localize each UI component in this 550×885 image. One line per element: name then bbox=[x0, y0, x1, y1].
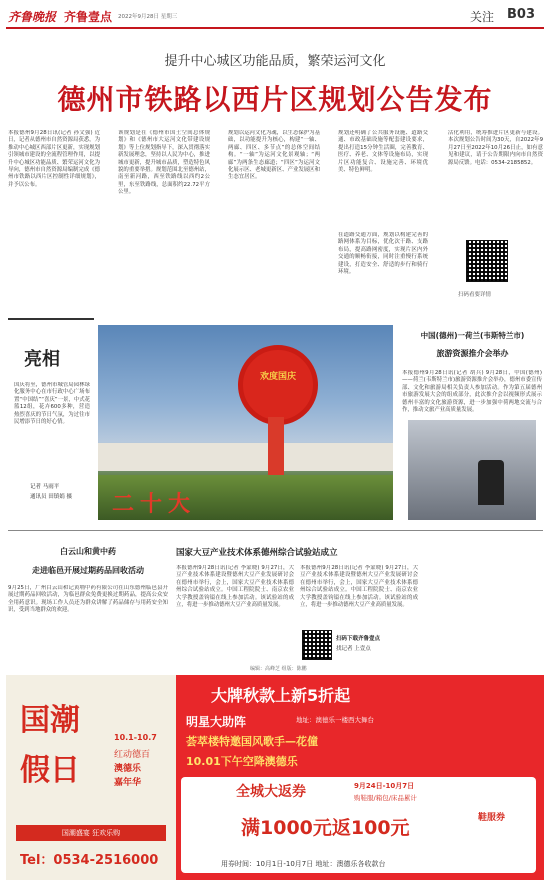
flower-banner: 二十大 bbox=[112, 492, 197, 517]
person-silhouette bbox=[478, 460, 504, 505]
qr-app-caption-1: 扫码下载齐鲁壹点 bbox=[336, 636, 381, 642]
article-col-1: 本报德州9月28日讯(记者 孙文强) 近日，记者从德州市自然资源局获悉，为推动中心城区西部片区更新，实现规划引领城市建设的全流程管理作用，以提升中心城区功能品质、繁荣运河文化为导向，德州市自然资源局编制完成《德州市铁路以西片区控制性详细规划》，并予以公布。 bbox=[8, 130, 100, 188]
mid2-text-a: 本报德州9月28日讯(记者 李蒙晓) 9月27日，大豆产业技术体系建设暨德州大豆产业发展研讨会在德州市举行，会上，国家大豆产业技术体系德州综合试验站成立。中国工程院院士、南京农业大学教授盖钧镒在线上参加活动。该试验站的成立，将进一步推动德州大豆产业高质量发展。 bbox=[176, 565, 294, 609]
article-col-2: 该规划是在《德州市国土空间总体规划》和《德州市大运河文化带建设规划》等上位规划指导下，深入贯彻落实新发展理念，坚持以人民为中心，推进城市更新，提升城市品质，塑造特色风貌的重要举措。规划范围北至德州站，南至新河路，西至铁路线以西约2公里，东至铁路线，总面积约22.72平方公里。 bbox=[118, 130, 210, 196]
rcol-photo bbox=[408, 420, 536, 520]
ad-return-title: 全城大返券 bbox=[236, 784, 306, 800]
left2-title-1: 白云山和黄中药 bbox=[60, 547, 116, 556]
left2-text: 9月25日，广州白云山和记黄埔中药有限公司在山东德州临邑县开展过期药品回收活动，为临邑群众免费更换过期药品，提高公众安全用药意识。现场工作人员还为群众讲解了药品储存与用药安全知识，受到当地群众的欢迎。 bbox=[8, 585, 168, 614]
rcol-text: 本报德州9月28日讯(记者 胡兵) 9月28日，中国(德州)——荷兰(韦斯特兰市)旅游资源推介会举办，德州市委宣传部、文化和旅游局相关负责人参加活动。作为第五届德州市旅游发展大会的组成部分，此次推介会以视频形式展示德州丰富的文化旅游资源，进一步加强中荷两地交流与合作，推动文旅产业高质量发展。 bbox=[402, 370, 542, 414]
photo-byline-1: 记者 马雨平 bbox=[30, 484, 60, 490]
qr-app-caption-2: 找记者 上壹点 bbox=[336, 646, 371, 652]
rcol-subtitle: 旅游资源推介会举办 bbox=[436, 349, 509, 358]
ad-time: 用券时间：10月1日-10月7日 地址：澳德乐各收款台 bbox=[221, 860, 386, 868]
issue-date: 2022年9月28日 星期三 bbox=[118, 14, 178, 20]
header-rule bbox=[6, 27, 544, 29]
ad-event-sub: 荟萃楼特邀国风歌手—花僮 bbox=[186, 735, 318, 748]
advertisement[interactable] bbox=[6, 675, 544, 880]
ad-tel: Tel：0534-2516000 bbox=[20, 853, 159, 868]
article-col-5: 在道路交通方面，规划以构建完善的路网体系为目标，优化次干路、支路布局，提高路网密度，实现片区内外交通的顺畅衔接，同时注重慢行系统建设，打造安全、舒适的步行和骑行环境。 bbox=[338, 232, 428, 276]
qr-code[interactable] bbox=[466, 240, 508, 282]
main-headline: 德州市铁路以西片区规划公告发布 bbox=[57, 83, 493, 116]
newspaper-logo: 齐鲁晚报 bbox=[8, 10, 57, 24]
mid2-text-b: 本报德州9月28日讯(记者 李蒙晓) 9月27日，大豆产业技术体系建设暨德州大豆产业发展研讨会在德州市举行，会上，国家大豆产业技术体系德州综合试验站成立。中国工程院院士、南京农业大学教授盖钧镒在线上参加活动。该试验站的成立，将进一步推动德州大豆产业高质量发展。 bbox=[300, 565, 418, 609]
photo-title: 亮相 bbox=[24, 349, 60, 370]
photo-byline-2: 通讯员 田镇娟 摄 bbox=[30, 494, 72, 500]
section-name: 关注 bbox=[470, 10, 495, 24]
ad-dates: 10.1-10.7 bbox=[114, 733, 157, 742]
festival-sign: 欢度国庆 bbox=[259, 372, 296, 382]
photo-caption: 国庆将至，德州市城管局园林绿化服务中心在市行政中心广场布置“中国结”“喜庆”一景，中式花篮12组，花卉600多种，营造热烈喜庆的节日气氛，为过往市民增添节日的好心情。 bbox=[14, 382, 90, 426]
ad-event-time: 10.01下午空降澳德乐 bbox=[186, 755, 298, 768]
building-facade bbox=[98, 443, 393, 471]
ad-promo-1: 红动德百 bbox=[114, 750, 151, 760]
section-rule bbox=[8, 318, 94, 320]
article-col-4: 规划还明确了公共服务设施、道路交通、市政基础设施等配套建设要求，提出打造15分钟生活圈，完善教育、医疗、养老、文体等设施布局，实现片区功能复合、设施完善、环境优美、特色鲜明。 bbox=[338, 130, 428, 174]
main-subtitle: 提升中心城区功能品质，繁荣运河文化 bbox=[164, 54, 386, 69]
ad-event-loc: 地址：澳德乐一楼西大舞台 bbox=[296, 716, 374, 724]
ad-return-dates: 9月24日-10月7日 bbox=[354, 782, 415, 790]
app-logo: 齐鲁壹点 bbox=[64, 10, 113, 24]
rcol-title: 中国(德州)一荷兰(韦斯特兰市) bbox=[420, 331, 525, 340]
ad-return-items: 购鞋服/箱包/床品累计 bbox=[354, 794, 417, 802]
mid2-title: 国家大豆产业技术体系德州综合试验站成立 bbox=[176, 548, 338, 558]
divider bbox=[8, 530, 543, 531]
ad-ticket-label: 鞋服券 bbox=[478, 813, 506, 823]
qr-code-app[interactable] bbox=[302, 630, 332, 660]
ad-promo-2: 澳德乐 bbox=[114, 764, 142, 774]
editor-line: 编辑：高峰芝 组版：陈鹏 bbox=[250, 666, 307, 672]
ad-event-title: 明星大助阵 bbox=[186, 715, 247, 729]
chinese-knot-icon bbox=[238, 345, 318, 425]
ad-footer-slogan: 国潮盛宴 狂欢乐购 bbox=[16, 825, 166, 841]
ad-slogan-top: 大牌秋款上新5折起 bbox=[211, 686, 351, 705]
decor-column bbox=[268, 417, 284, 477]
ad-big-1: 国潮 bbox=[20, 703, 80, 738]
ad-big-2: 假日 bbox=[20, 753, 80, 788]
ad-deal: 满1000元返100元 bbox=[241, 817, 410, 839]
article-col-3: 规划以运河文化为魂，以生态保护为基础，以功能提升为核心，构建“一轴、两廊、四区、多节点”的总体空间结构。“一轴”为运河文化景观轴；“两廊”为两条生态廊道；“四区”为运河文化展示区、老城更新区、产业发展区和生态宜居区。 bbox=[228, 130, 320, 181]
national-day-photo bbox=[98, 325, 393, 520]
article-col-6: 活化利用，统筹推进片区更新与建设。本次规划公告时间为30天，自2022年9月27日至2022年10月26日止，如有意见和建议，请于公告期限内向市自然资源局反馈。电话：0534-2185852。 bbox=[448, 130, 543, 166]
page-number: B03 bbox=[507, 7, 535, 22]
qr-caption: 扫码看要详情 bbox=[458, 292, 492, 298]
ad-promo-3: 嘉年华 bbox=[114, 778, 142, 788]
left2-title-2: 走进临邑开展过期药品回收活动 bbox=[32, 566, 144, 575]
